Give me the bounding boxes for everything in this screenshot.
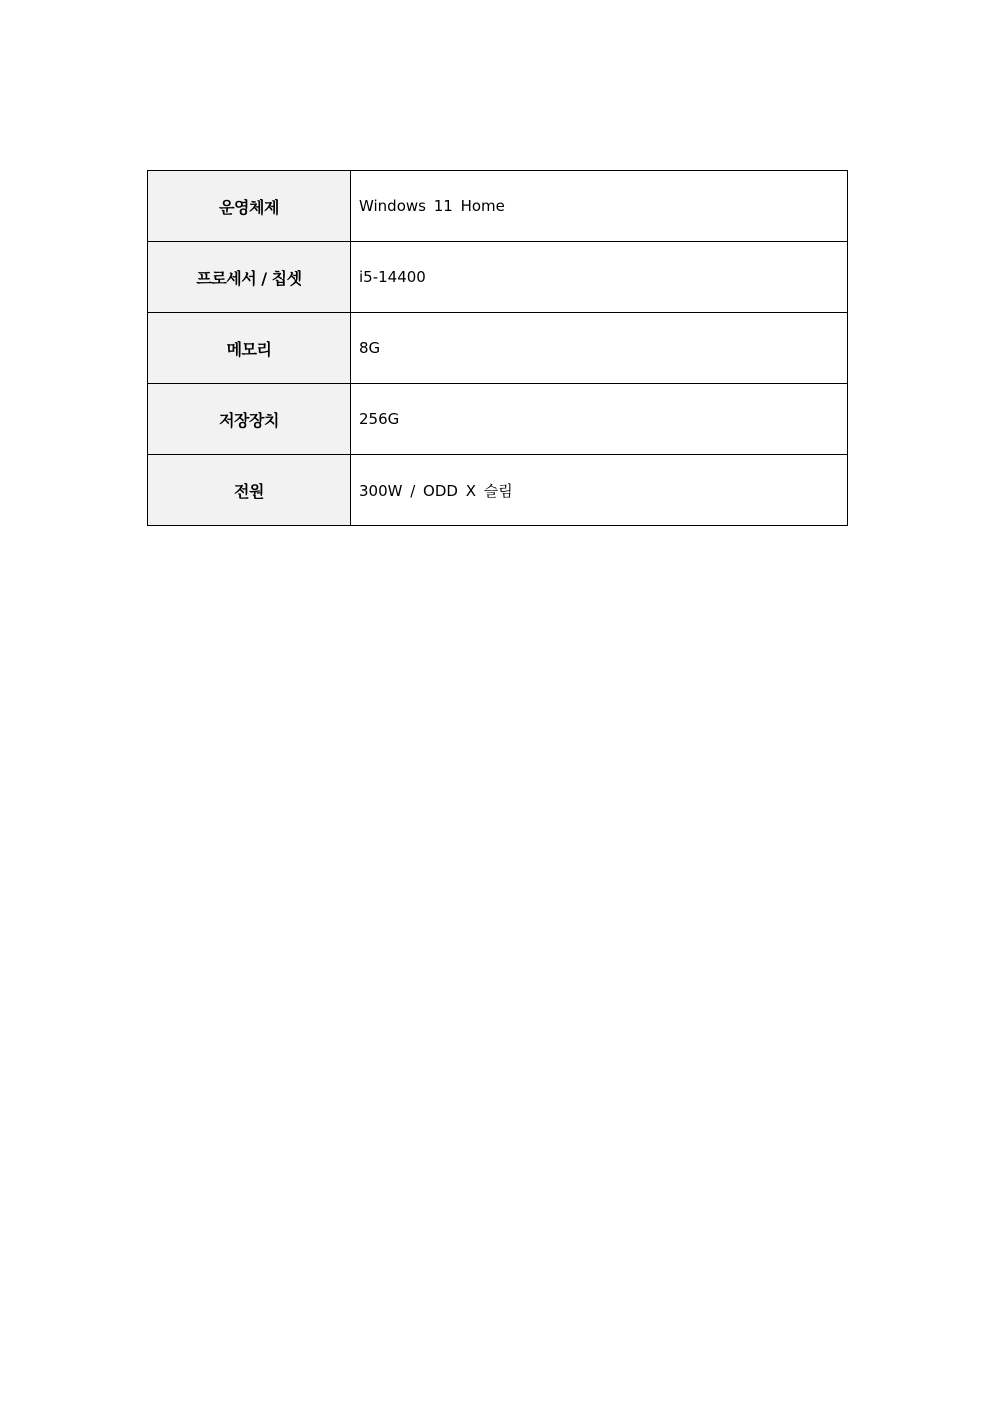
row-value-power: 300W / ODD X 슬림 [351, 455, 848, 526]
table-row [148, 313, 848, 384]
row-label-power: 전원 [148, 455, 351, 526]
row-label-memory: 메모리 [148, 313, 351, 384]
table-row [148, 171, 848, 242]
table-row [148, 242, 848, 313]
table-row [148, 455, 848, 526]
row-value-memory: 8G [351, 313, 848, 384]
row-label-os: 운영체제 [148, 171, 351, 242]
row-value-os: Windows 11 Home [351, 171, 848, 242]
row-label-storage: 저장장치 [148, 384, 351, 455]
spec-table [147, 170, 848, 526]
row-value-processor: i5-14400 [351, 242, 848, 313]
row-label-processor: 프로세서 / 칩셋 [148, 242, 351, 313]
table-row [148, 384, 848, 455]
row-value-storage: 256G [351, 384, 848, 455]
